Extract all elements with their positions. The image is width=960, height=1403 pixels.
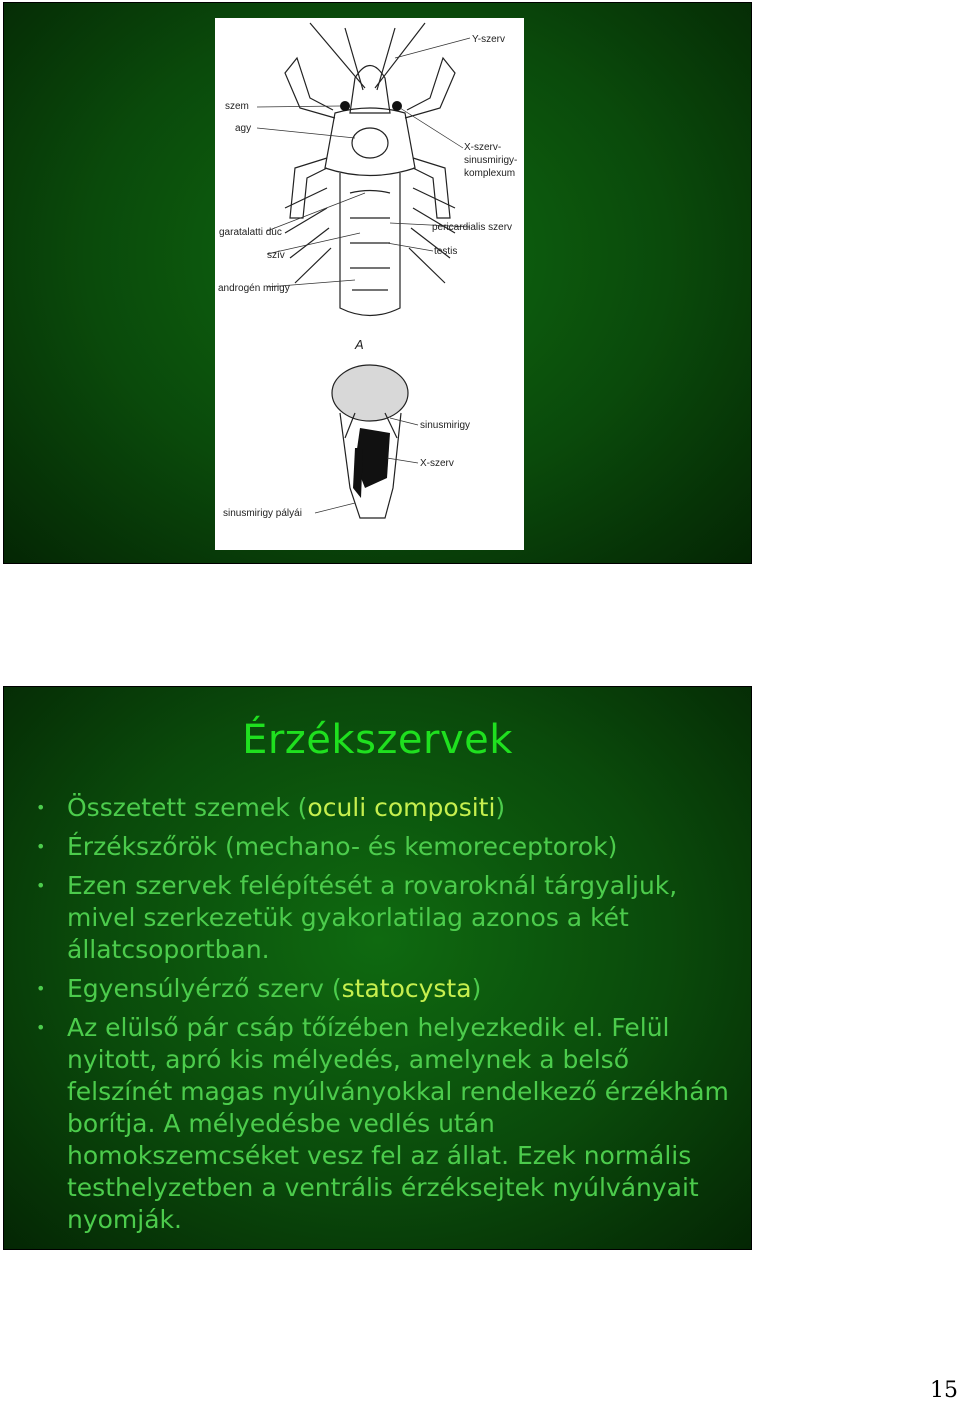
bullet-list [34, 792, 734, 1243]
slide-text [3, 686, 752, 1250]
bullet-text-after: ) [471, 974, 482, 1003]
bullet-text: Egyensúlyérző szerv ( [67, 974, 342, 1003]
label-szem: szem [225, 101, 249, 112]
bullet-text: Érzékszőrök (mechano- és kemoreceptorok) [67, 832, 618, 861]
bullet-text: Összetett szemek ( [67, 793, 308, 822]
label-testis: testis [434, 246, 458, 257]
bullet-text-after: ) [495, 793, 506, 822]
bullet-text: Ezen szervek felépítését a rovaroknál tárgyaljuk, mivel szerkezetük gyakorlatilag azonos a két állatcsoportban. [67, 871, 678, 964]
label-sinusmirigy-palyai: sinusmirigy pályái [223, 508, 302, 519]
label-garatalatti-duc: garatalatti dúc [219, 227, 282, 238]
label-androgen-mirigy: androgén mirigy [218, 283, 290, 294]
page-number: 15 [930, 1378, 958, 1403]
bullet-dot-icon: • [36, 1018, 46, 1037]
label-y-szerv: Y-szerv [472, 34, 505, 45]
label-pericardialis-szerv: pericardialis szerv [432, 222, 513, 233]
anatomy-drawing [215, 18, 524, 550]
bullet-item [34, 973, 734, 1005]
bullet-highlight: oculi compositi [307, 793, 496, 822]
label-sinusmirigy: sinusmirigy [420, 420, 471, 431]
bullet-item [34, 792, 734, 824]
slide-title: Érzékszervek [242, 717, 513, 763]
label-x-szerv: X-szerv [420, 458, 454, 469]
bullet-dot-icon: • [36, 876, 46, 895]
bullet-item [34, 870, 734, 966]
bullet-text: Az elülső pár csáp tőízében helyezkedik el. Felül nyitott, apró kis mélyedés, amelynek a belső felszínét magas nyúlványokkal rendelkező érzékhám borítja. A mélyedésbe vedlés után homokszemcséket vesz fel az állat. Ezek normális testhelyzetben a ventrális érzéksejtek nyúlványait nyomják. [67, 1013, 729, 1234]
bullet-dot-icon: • [36, 979, 46, 998]
label-sziv: szív [267, 250, 285, 261]
bullet-dot-icon: • [36, 837, 46, 856]
bullet-item [34, 1012, 734, 1236]
label-panel-a: A [355, 337, 364, 352]
bullet-dot-icon: • [36, 798, 46, 817]
label-x-szerv-complex-2: sinusmirigy- [464, 155, 518, 166]
label-x-szerv-complex-1: X-szerv- [464, 142, 502, 153]
crayfish-anatomy-figure [215, 18, 524, 550]
bullet-highlight: statocysta [341, 974, 472, 1003]
label-x-szerv-complex-3: komplexum [464, 168, 516, 179]
bullet-item [34, 831, 734, 863]
slide-figure [3, 2, 752, 564]
label-agy: agy [235, 123, 252, 134]
